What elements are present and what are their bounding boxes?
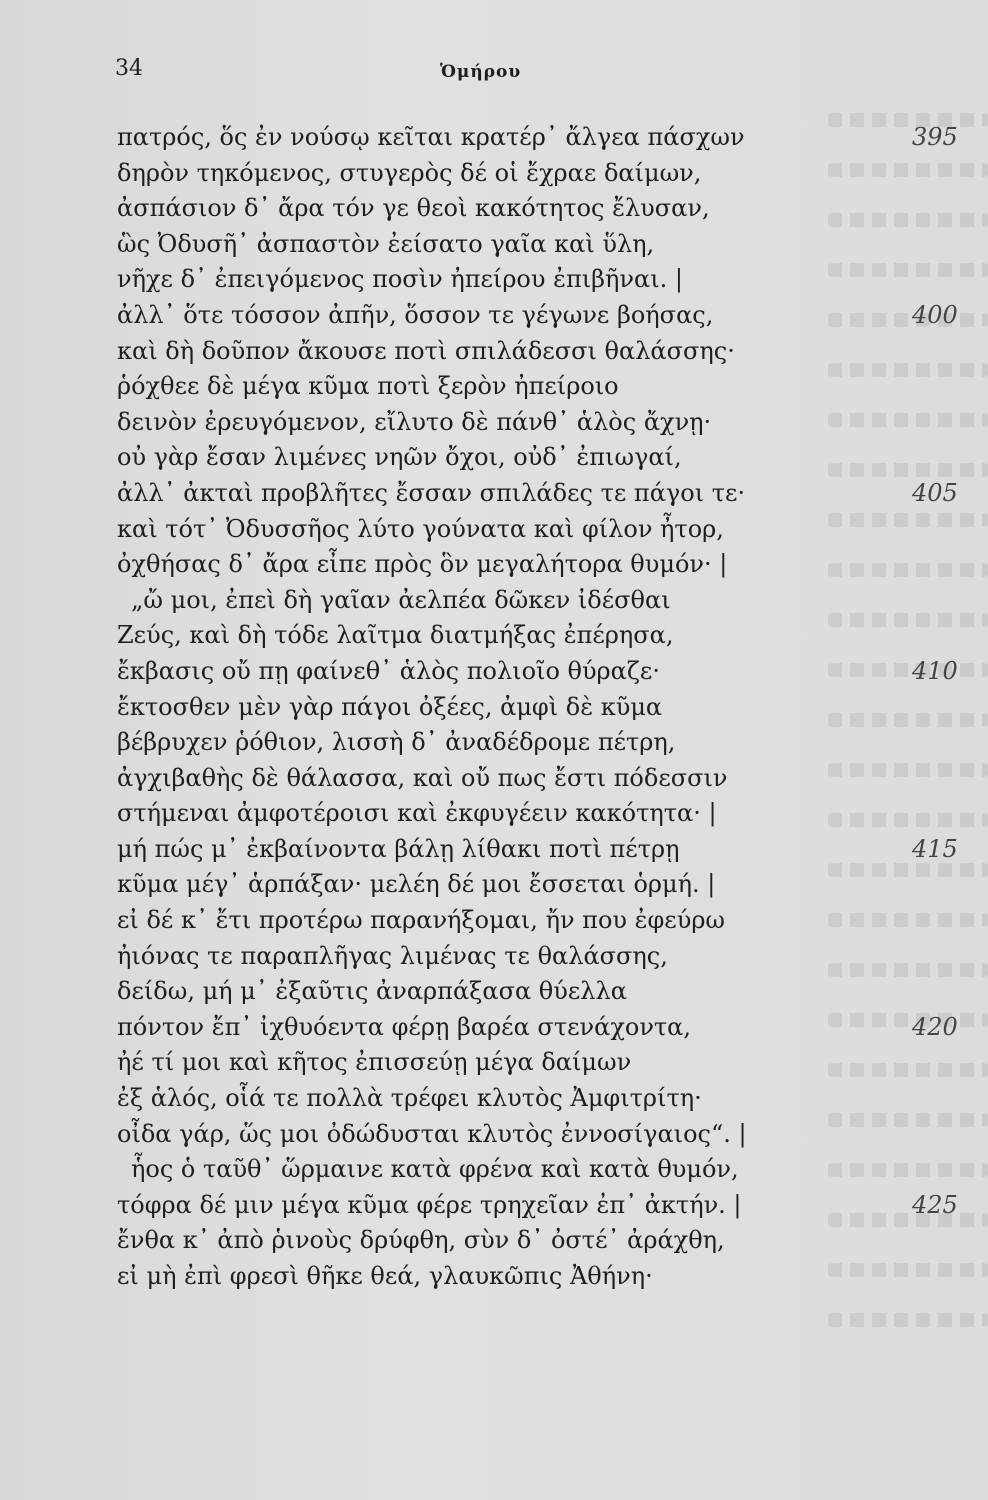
running-head: Ὁμήρου bbox=[440, 62, 522, 82]
verse-line-text: δηρὸν τηκόμενος, στυγερὸς δέ οἱ ἔχραε δαίμων, bbox=[117, 158, 702, 187]
verse-line-text: καὶ τότ᾽ Ὀδυσσῆος λύτο γούνατα καὶ φίλον ἦτορ, bbox=[117, 514, 724, 543]
verse-line-text: ἀλλ᾽ ἀκταὶ προβλῆτες ἔσσαν σπιλάδες τε πάγοι τε· bbox=[117, 478, 746, 507]
verse-text bbox=[117, 120, 967, 1295]
verse-line bbox=[117, 298, 967, 334]
verse-line-text: ῥόχθεε δὲ μέγα κῦμα ποτὶ ξερὸν ἠπείροιο bbox=[117, 372, 619, 401]
verse-line bbox=[117, 1259, 967, 1295]
verse-line bbox=[117, 476, 967, 512]
verse-line-text: ὀχθήσας δ᾽ ἄρα εἶπε πρὸς ὃν μεγαλήτορα θυμόν· | bbox=[117, 550, 728, 579]
verse-line bbox=[117, 440, 967, 476]
verse-line bbox=[117, 761, 967, 797]
line-number: 405 bbox=[912, 478, 958, 507]
verse-line-text: κῦμα μέγ᾽ ἁρπάξαν· μελέη δέ μοι ἔσσεται ὁρμή. | bbox=[117, 870, 716, 899]
verse-line bbox=[117, 1188, 967, 1224]
verse-line-text: βέβρυχεν ῥόθιον, λισσὴ δ᾽ ἀναδέδρομε πέτρη, bbox=[117, 728, 676, 757]
verse-line bbox=[117, 690, 967, 726]
verse-line-text: νῆχε δ᾽ ἐπειγόμενος ποσὶν ἠπείρου ἐπιβῆναι. | bbox=[117, 265, 683, 294]
verse-line bbox=[117, 120, 967, 156]
verse-line bbox=[117, 618, 967, 654]
verse-line bbox=[117, 1081, 967, 1117]
verse-line-text: δεινὸν ἐρευγόμενον, εἴλυτο δὲ πάνθ᾽ ἁλὸς ἄχνῃ· bbox=[117, 407, 712, 436]
verse-line bbox=[117, 369, 967, 405]
verse-line bbox=[117, 156, 967, 192]
verse-line bbox=[117, 1045, 967, 1081]
verse-line bbox=[117, 583, 967, 619]
verse-line bbox=[117, 405, 967, 441]
verse-line-text: ἔκτοσθεν μὲν γὰρ πάγοι ὀξέες, ἀμφὶ δὲ κῦμα bbox=[117, 692, 663, 721]
verse-line-text: πόντον ἔπ᾽ ἰχθυόεντα φέρῃ βαρέα στενάχοντα, bbox=[117, 1012, 692, 1041]
verse-line bbox=[117, 334, 967, 370]
line-number: 395 bbox=[912, 123, 958, 151]
verse-line-text: στήμεναι ἀμφοτέροισι καὶ ἐκφυγέειν κακότητα· | bbox=[117, 799, 717, 828]
verse-line bbox=[117, 1010, 967, 1046]
verse-line-text: ἠιόνας τε παραπλῆγας λιμένας τε θαλάσσης, bbox=[117, 941, 668, 970]
verse-line-text: καὶ δὴ δοῦπον ἄκουσε ποτὶ σπιλάδεσσι θαλάσσης· bbox=[117, 336, 735, 365]
verse-line bbox=[117, 227, 967, 263]
verse-line-text: Ζεύς, καὶ δὴ τόδε λαῖτμα διατμήξας ἐπέρησα, bbox=[117, 621, 674, 650]
verse-line bbox=[117, 262, 967, 298]
verse-line-text: εἰ μὴ ἐπὶ φρεσὶ θῆκε θεά, γλαυκῶπις Ἀθήνη· bbox=[117, 1262, 653, 1290]
verse-line bbox=[117, 939, 967, 975]
verse-line-text: ἐξ ἁλός, οἷά τε πολλὰ τρέφει κλυτὸς Ἀμφιτρίτη· bbox=[117, 1084, 702, 1113]
line-number: 410 bbox=[912, 656, 958, 685]
verse-line bbox=[117, 796, 967, 832]
verse-line-text: δείδω, μή μ᾽ ἐξαῦτις ἀναρπάξασα θύελλα bbox=[117, 977, 627, 1006]
verse-line-text: ἔκβασις οὔ πῃ φαίνεθ᾽ ἁλὸς πολιοῖο θύραζε· bbox=[117, 656, 660, 685]
verse-line bbox=[117, 512, 967, 548]
verse-line-text: ἧος ὁ ταῦθ᾽ ὥρμαινε κατὰ φρένα καὶ κατὰ θυμόν, bbox=[131, 1155, 739, 1184]
verse-line-text: τόφρα δέ μιν μέγα κῦμα φέρε τρηχεῖαν ἐπ᾽ ἀκτήν. | bbox=[117, 1190, 742, 1219]
verse-line-text: „ὤ μοι, ἐπεὶ δὴ γαῖαν ἀελπέα δῶκεν ἰδέσθαι bbox=[131, 585, 671, 614]
verse-line bbox=[117, 1223, 967, 1259]
verse-line-text: ἀγχιβαθὴς δὲ θάλασσα, καὶ οὔ πως ἔστι πόδεσσιν bbox=[117, 763, 728, 792]
line-number: 420 bbox=[912, 1012, 958, 1041]
verse-line-text: πατρός, ὅς ἐν νούσῳ κεῖται κρατέρ᾽ ἄλγεα πάσχων bbox=[117, 123, 745, 151]
verse-line bbox=[117, 867, 967, 903]
verse-line bbox=[117, 654, 967, 690]
page-number: 34 bbox=[115, 56, 143, 81]
verse-line bbox=[117, 974, 967, 1010]
verse-line-text: ἀσπάσιον δ᾽ ἄρα τόν γε θεοὶ κακότητος ἔλυσαν, bbox=[117, 194, 710, 223]
line-number: 415 bbox=[912, 834, 958, 863]
verse-line bbox=[117, 191, 967, 227]
verse-line-text: ἀλλ᾽ ὅτε τόσσον ἀπῆν, ὅσσον τε γέγωνε βοήσας, bbox=[117, 300, 714, 329]
verse-line bbox=[117, 1152, 967, 1188]
verse-line bbox=[117, 832, 967, 868]
line-number: 400 bbox=[912, 300, 958, 329]
verse-line-text: εἰ δέ κ᾽ ἔτι προτέρω παρανήξομαι, ἤν που ἐφεύρω bbox=[117, 906, 725, 935]
verse-line bbox=[117, 903, 967, 939]
verse-line-text: οὐ γὰρ ἔσαν λιμένες νηῶν ὄχοι, οὐδ᾽ ἐπιωγαί, bbox=[117, 443, 682, 472]
verse-line-text: ἔνθα κ᾽ ἀπὸ ῥινοὺς δρύφθη, σὺν δ᾽ ὀστέ᾽ ἀράχθη, bbox=[117, 1226, 725, 1255]
verse-line bbox=[117, 1117, 967, 1153]
verse-line bbox=[117, 547, 967, 583]
verse-line-text: οἶδα γάρ, ὥς μοι ὀδώδυσται κλυτὸς ἐννοσίγαιος“. | bbox=[117, 1119, 747, 1148]
line-number: 425 bbox=[912, 1190, 958, 1219]
verse-line-text: ὣς Ὀδυσῆ᾽ ἀσπαστὸν ἐείσατο γαῖα καὶ ὕλη, bbox=[117, 229, 655, 258]
verse-line bbox=[117, 725, 967, 761]
verse-line-text: μή πώς μ᾽ ἐκβαίνοντα βάλῃ λίθακι ποτὶ πέτρῃ bbox=[117, 834, 680, 863]
verse-line-text: ἠέ τί μοι καὶ κῆτος ἐπισσεύῃ μέγα δαίμων bbox=[117, 1048, 632, 1077]
